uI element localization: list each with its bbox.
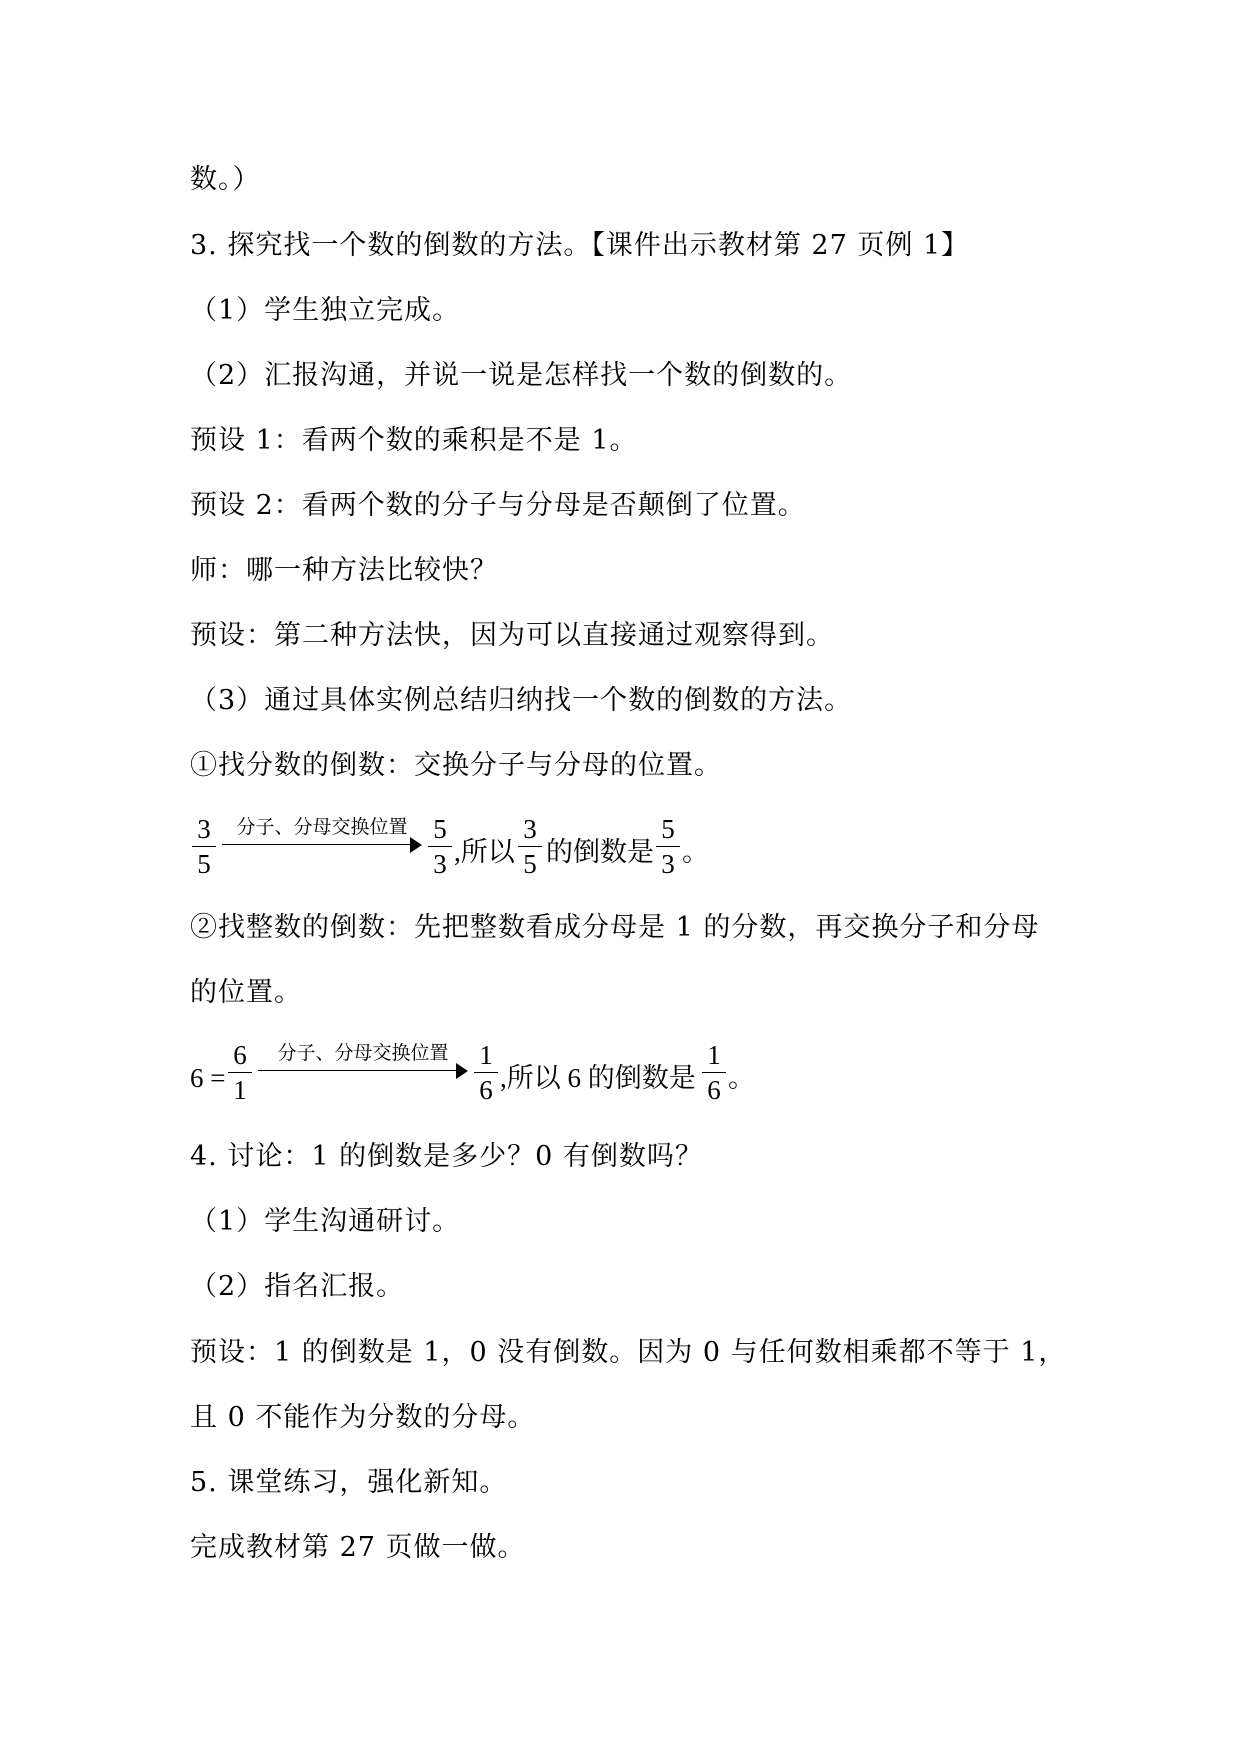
numerator: 3 [197, 814, 211, 844]
text-line: （2）指名汇报。 [190, 1271, 405, 1302]
fraction [190, 812, 218, 881]
arrow-right-icon [456, 1063, 468, 1079]
numerator: 5 [661, 814, 675, 844]
fraction [516, 812, 544, 881]
text-line: 的位置。 [190, 977, 302, 1008]
text-line: ①找分数的倒数：交换分子与分母的位置。 [190, 750, 722, 781]
denominator: 6 [707, 1075, 721, 1105]
section-heading: 5. 课堂练习，强化新知。 [190, 1467, 508, 1498]
arrow-right-icon [410, 837, 422, 853]
arrow-swap [258, 1040, 468, 1080]
denominator: 5 [523, 849, 537, 879]
formula-text: 。 [682, 837, 709, 867]
text-line: 预设：第二种方法快，因为可以直接通过观察得到。 [190, 620, 834, 651]
fraction [226, 1038, 254, 1107]
formula-text: 的倒数是 [546, 837, 654, 867]
denominator: 1 [233, 1075, 247, 1105]
text-line: （3）通过具体实例总结归纳找一个数的倒数的方法。 [190, 685, 853, 716]
arrow-swap [222, 814, 422, 854]
fraction [700, 1038, 728, 1107]
fraction [472, 1038, 500, 1107]
text-line: 数。） [190, 164, 261, 195]
section-heading: 4. 讨论：1 的倒数是多少？0 有倒数吗？ [190, 1141, 703, 1172]
formula-text: ,所以 [454, 837, 515, 867]
denominator: 5 [197, 849, 211, 879]
numerator: 1 [479, 1040, 493, 1070]
formula-text: 6 = [190, 1063, 226, 1093]
denominator: 3 [661, 849, 675, 879]
section-heading: 3. 探究找一个数的倒数的方法。【课件出示教材第 27 页例 1】 [190, 230, 970, 261]
fraction [654, 812, 682, 881]
text-line: 预设：1 的倒数是 1，0 没有倒数。因为 0 与任何数相乘都不等于 1， [190, 1337, 1067, 1368]
fraction [426, 812, 454, 881]
text-line: 预设 1：看两个数的乘积是不是 1。 [190, 425, 638, 456]
text-line: （1）学生沟通研讨。 [190, 1206, 461, 1237]
denominator: 3 [433, 849, 447, 879]
text-line: 完成教材第 27 页做一做。 [190, 1532, 526, 1563]
denominator: 6 [479, 1075, 493, 1105]
text-line: （2）汇报沟通，并说一说是怎样找一个数的倒数的。 [190, 360, 853, 391]
text-line: （1）学生独立完成。 [190, 295, 461, 326]
formula-fraction-reciprocal [190, 812, 750, 892]
numerator: 6 [233, 1040, 247, 1070]
formula-integer-reciprocal [190, 1038, 755, 1118]
text-line: 且 0 不能作为分数的分母。 [190, 1402, 536, 1433]
formula-text: 。 [728, 1063, 755, 1093]
numerator: 5 [433, 814, 447, 844]
text-line: 师：哪一种方法比较快？ [190, 555, 498, 586]
text-line: ②找整数的倒数：先把整数看成分母是 1 的分数，再交换分子和分母 [190, 912, 1040, 943]
numerator: 3 [523, 814, 537, 844]
arrow-label: 分子、分母交换位置 [236, 816, 408, 838]
arrow-label: 分子、分母交换位置 [277, 1042, 449, 1064]
formula-text: ,所以 6 的倒数是 [500, 1063, 696, 1093]
text-line: 预设 2：看两个数的分子与分母是否颠倒了位置。 [190, 490, 806, 521]
numerator: 1 [707, 1040, 721, 1070]
